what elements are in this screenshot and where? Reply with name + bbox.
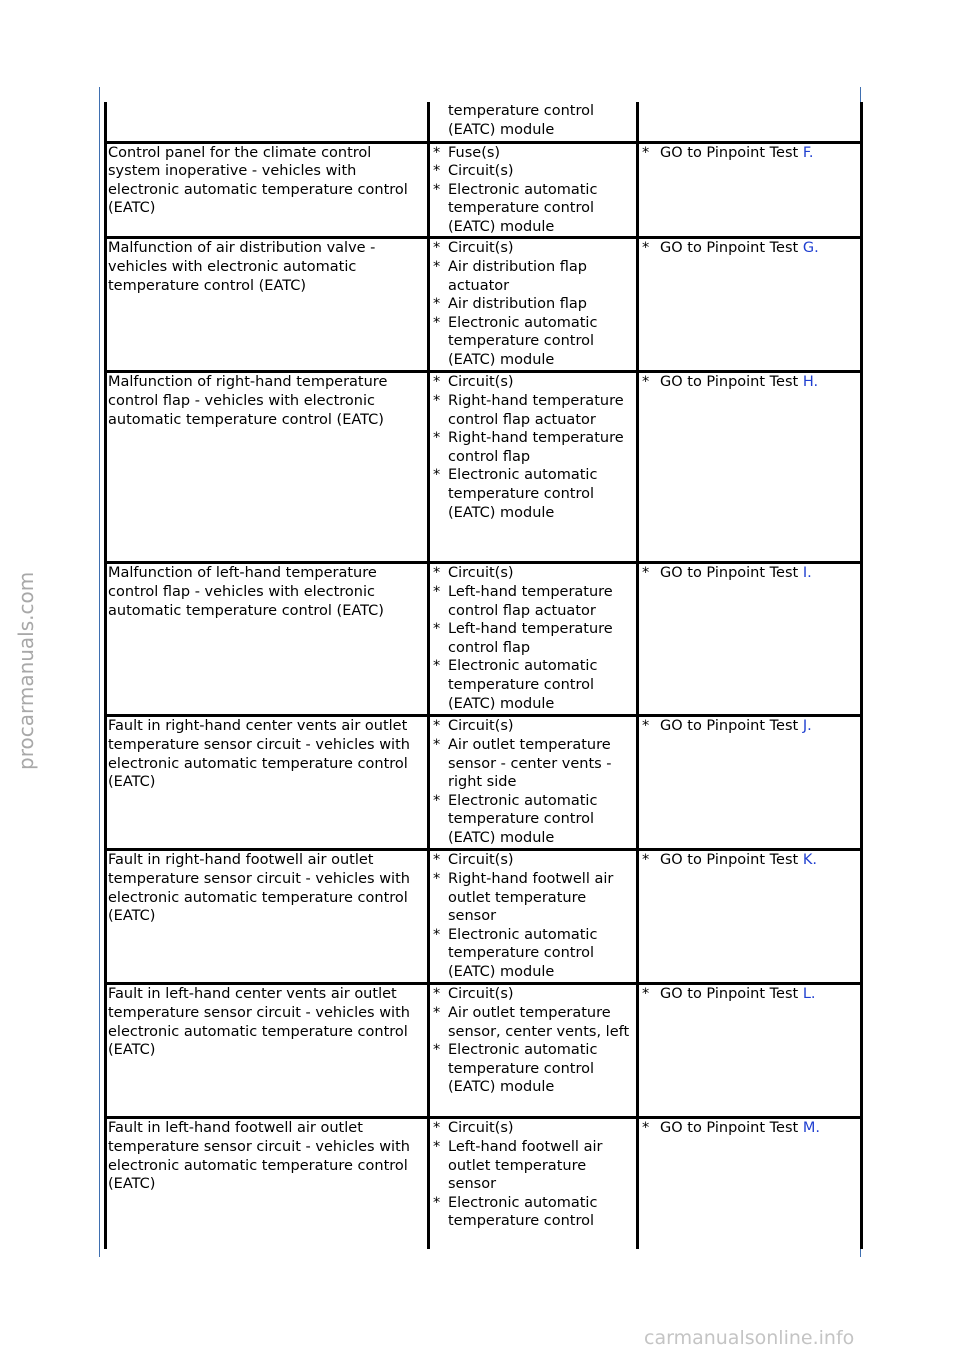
list-item: * Air distribution flap bbox=[430, 295, 636, 314]
action-cell bbox=[638, 238, 862, 372]
pinpoint-action bbox=[639, 851, 860, 870]
possible-sources-list bbox=[430, 239, 636, 369]
table-row bbox=[106, 850, 862, 984]
list-item: * Right-hand temperature control flap actuator bbox=[430, 392, 636, 429]
table-row bbox=[106, 238, 862, 372]
list-item: * Electronic automatic temperature control (EATC) module bbox=[430, 1041, 636, 1097]
action-cell bbox=[638, 716, 862, 850]
pinpoint-action-text: GO to Pinpoint Test bbox=[660, 144, 803, 161]
list-item: * Electronic automatic temperature control (EATC) module bbox=[430, 314, 636, 370]
condition-cell: Fault in right-hand center vents air outlet temperature sensor circuit - vehicles with electronic automatic temperature control (EATC) bbox=[106, 716, 429, 850]
pinpoint-test-link[interactable]: J. bbox=[802, 718, 812, 735]
list-item: * Right-hand temperature control flap bbox=[430, 429, 636, 466]
possible-sources-cell bbox=[429, 142, 638, 238]
pinpoint-test-link[interactable]: H. bbox=[802, 374, 819, 391]
condition-cell: Fault in right-hand footwell air outlet temperature sensor circuit - vehicles with electronic automatic temperature control (EATC) bbox=[106, 850, 429, 984]
pinpoint-test-link[interactable]: G. bbox=[802, 240, 819, 257]
symptom-chart-body bbox=[106, 102, 862, 1249]
list-item: * Fuse(s) bbox=[430, 144, 636, 163]
list-item: * Right-hand footwell air outlet temperature sensor bbox=[430, 870, 636, 926]
list-item: * Electronic automatic temperature control (EATC) module bbox=[430, 792, 636, 848]
pinpoint-action-text: GO to Pinpoint Test bbox=[660, 374, 803, 391]
list-item: * Circuit(s) bbox=[430, 239, 636, 258]
symptom-chart-table bbox=[104, 102, 863, 1249]
table-row bbox=[106, 102, 862, 142]
condition-cell: Fault in left-hand center vents air outlet temperature sensor circuit - vehicles with electronic automatic temperature control (EATC) bbox=[106, 984, 429, 1118]
list-item: * Circuit(s) bbox=[430, 373, 636, 392]
pinpoint-test-link[interactable]: I. bbox=[802, 565, 812, 582]
list-item: * Circuit(s) bbox=[430, 851, 636, 870]
list-item: * Left-hand temperature control flap bbox=[430, 620, 636, 657]
pinpoint-action bbox=[639, 1119, 860, 1138]
possible-sources-list bbox=[430, 102, 636, 139]
list-item: * Left-hand temperature control flap actuator bbox=[430, 583, 636, 620]
pinpoint-action bbox=[639, 717, 860, 736]
condition-cell: Control panel for the climate control system inoperative - vehicles with electronic automatic temperature control (EATC) bbox=[106, 142, 429, 238]
possible-sources-cell bbox=[429, 102, 638, 142]
pinpoint-action-text: GO to Pinpoint Test bbox=[660, 565, 803, 582]
pinpoint-action-text: GO to Pinpoint Test bbox=[660, 986, 803, 1003]
action-cell bbox=[638, 850, 862, 984]
action-cell bbox=[638, 563, 862, 716]
table-row bbox=[106, 142, 862, 238]
pinpoint-action bbox=[639, 373, 860, 392]
possible-sources-cell bbox=[429, 850, 638, 984]
page-frame-left-line bbox=[99, 87, 100, 1257]
list-item: * Circuit(s) bbox=[430, 985, 636, 1004]
condition-cell bbox=[106, 102, 429, 142]
possible-sources-list bbox=[430, 564, 636, 713]
list-item: * Electronic automatic temperature control bbox=[430, 1194, 636, 1231]
pinpoint-test-link[interactable]: M. bbox=[802, 1120, 820, 1137]
action-cell bbox=[638, 1118, 862, 1249]
possible-sources-cell bbox=[429, 238, 638, 372]
table-row bbox=[106, 1118, 862, 1249]
pinpoint-action bbox=[639, 564, 860, 583]
condition-cell: Malfunction of air distribution valve - vehicles with electronic automatic temperature control (EATC) bbox=[106, 238, 429, 372]
list-item: * Circuit(s) bbox=[430, 162, 636, 181]
pinpoint-action-text: GO to Pinpoint Test bbox=[660, 718, 803, 735]
action-cell bbox=[638, 102, 862, 142]
possible-sources-cell bbox=[429, 1118, 638, 1249]
pinpoint-action-text: GO to Pinpoint Test bbox=[660, 240, 803, 257]
possible-sources-list bbox=[430, 373, 636, 522]
side-watermark: procarmanuals.com bbox=[14, 571, 38, 770]
pinpoint-test-link[interactable]: K. bbox=[802, 852, 817, 869]
action-cell bbox=[638, 984, 862, 1118]
pinpoint-action bbox=[639, 239, 860, 258]
action-cell bbox=[638, 142, 862, 238]
list-item: * Circuit(s) bbox=[430, 564, 636, 583]
possible-sources-cell bbox=[429, 372, 638, 563]
condition-cell: Malfunction of left-hand temperature control flap - vehicles with electronic automatic temperature control (EATC) bbox=[106, 563, 429, 716]
list-item: * Circuit(s) bbox=[430, 717, 636, 736]
list-item: temperature control (EATC) module bbox=[448, 103, 595, 138]
possible-sources-cell bbox=[429, 984, 638, 1118]
possible-sources-list bbox=[430, 144, 636, 237]
action-cell bbox=[638, 372, 862, 563]
table-row bbox=[106, 563, 862, 716]
list-item: * Circuit(s) bbox=[430, 1119, 636, 1138]
list-item: * Electronic automatic temperature control (EATC) module bbox=[430, 466, 636, 522]
list-item: * Electronic automatic temperature control (EATC) module bbox=[430, 926, 636, 982]
pinpoint-action bbox=[639, 985, 860, 1004]
pinpoint-action-text: GO to Pinpoint Test bbox=[660, 1120, 803, 1137]
pinpoint-test-link[interactable]: L. bbox=[802, 986, 816, 1003]
possible-sources-list bbox=[430, 717, 636, 847]
list-item: * Electronic automatic temperature control (EATC) module bbox=[430, 657, 636, 713]
table-row bbox=[106, 716, 862, 850]
list-item: * Air outlet temperature sensor - center vents - right side bbox=[430, 736, 636, 792]
condition-cell: Malfunction of right-hand temperature control flap - vehicles with electronic automatic temperature control (EATC) bbox=[106, 372, 429, 563]
possible-sources-list bbox=[430, 985, 636, 1097]
table-row bbox=[106, 984, 862, 1118]
pinpoint-action-text: GO to Pinpoint Test bbox=[660, 852, 803, 869]
pinpoint-action bbox=[639, 144, 860, 163]
bottom-watermark: carmanualsonline.info bbox=[644, 1327, 855, 1349]
condition-cell: Fault in left-hand footwell air outlet temperature sensor circuit - vehicles with electronic automatic temperature control (EATC) bbox=[106, 1118, 429, 1249]
list-item: * Left-hand footwell air outlet temperature sensor bbox=[430, 1138, 636, 1194]
table-row bbox=[106, 372, 862, 563]
possible-sources-cell bbox=[429, 716, 638, 850]
list-item: * Air outlet temperature sensor, center vents, left bbox=[430, 1004, 636, 1041]
possible-sources-list bbox=[430, 851, 636, 981]
possible-sources-list bbox=[430, 1119, 636, 1231]
pinpoint-test-link[interactable]: F. bbox=[802, 144, 814, 161]
list-item: * Electronic automatic temperature control (EATC) module bbox=[430, 181, 636, 237]
possible-sources-cell bbox=[429, 563, 638, 716]
list-item: * Air distribution flap actuator bbox=[430, 258, 636, 295]
